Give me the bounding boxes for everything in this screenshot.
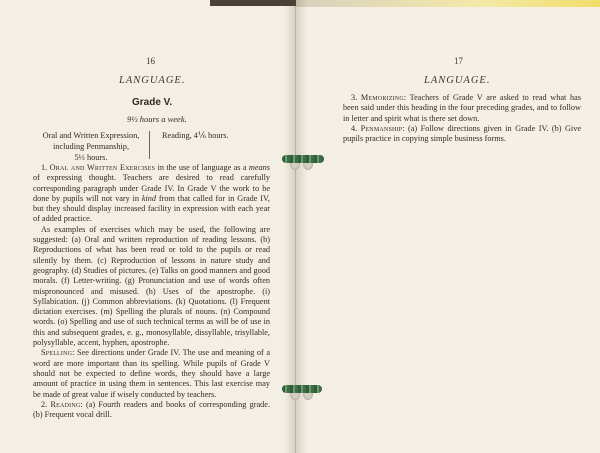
paragraph-spelling: Spelling: See directions under Grade IV. The use and meaning of a word are more important than its spelling. While pupils of Grade V should not be expected to define words, they should have a large amount of practice in using them in sentences. This last exercise may be made of great value if wisely conducted by teachers. [33,348,270,399]
subject-line-3: 5⅓ hours. [74,153,108,162]
page-heading-right: LANGUAGE. [424,75,491,86]
paragraph-memorizing: 3. Memorizing: Teachers of Grade V are asked to read what has been said under this heading in the four preceding grades, and to follow in letter and spirit what is there set down. [343,93,582,123]
hours-per-week: 9⅓ hours a week. [127,114,187,124]
binding-ribbon-top [282,155,324,163]
page-heading-left: LANGUAGE. [119,75,186,86]
binding-ribbon-bottom [282,385,322,393]
right-body-text [343,93,581,144]
paragraph-penmanship: 4. Penmanship: (a) Follow directions given in Grade IV. (b) Give pupils practice in copying simple business forms. [343,123,582,144]
right-page [296,0,600,453]
subject-line-1: Oral and Written Expression, [42,131,140,140]
subject-oral-written [36,130,146,163]
page-edge-yellow [296,0,600,7]
page-number-left: 16 [146,56,155,66]
grade-title: Grade V. [132,97,173,108]
subject-line-2: including Penmanship, [52,142,130,151]
left-body-text [33,163,270,420]
page-number-right: 17 [454,56,463,66]
paragraph-examples: As examples of exercises which may be used, the following are suggested: (a) Oral and written reproduction of reading lessons. (b) Reproductions of what has been read or told to the pupils or read silently by them. (c) Reproduction of lessons in nature study and geography. (d) Studies of pictures. (e) Talks on good manners and good morals. (f) Letter-writing. (g) Pronunciation and use of words often mispronounced and misused. (h) Uses of the apostrophe. (i) Syllabication. (j) Common abbreviations. (k) Quotations. (l) Frequent dictation exercises. (m) Spelling the plurals of nouns. (n) Compound words. (o) Spelling and use of such technical terms as will be of use in this and subsequent grades, e. g., monosyllable, dissyllable, trisyllable, polysyllable, accent, hyphen, apostrophe. [33,224,270,348]
column-divider [149,131,150,159]
subject-reading: Reading, 4⅙ hours. [162,131,229,140]
paragraph-oral-written: 1. Oral and Written Exercises in the use of language as a means of expressing thought. Teachers are desired to read carefully corresponding paragraph under Grade IV. In Grade V the work to be done by pupils will not vary in kind from that called for in Grade IV, but they should display increased facility in expression with each year of added practice. [33,163,270,224]
paragraph-reading: 2. Reading: (a) Fourth readers and books of corresponding grade. (b) Frequent vocal drill. [33,399,271,420]
